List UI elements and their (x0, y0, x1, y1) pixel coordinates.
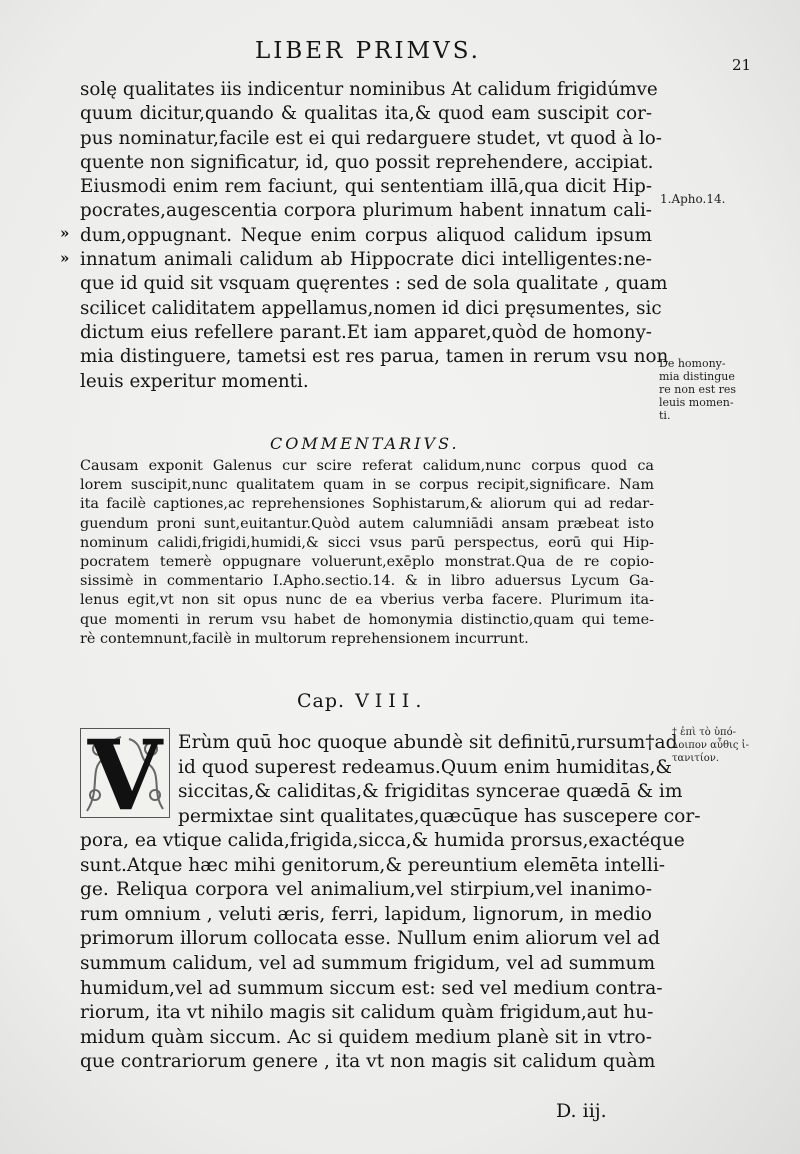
margin-note-line: leuis momen- (659, 396, 734, 409)
chapter-line: sunt.Atque hæc mihi genitorum,& pereuntium elemēta intelli- (80, 854, 666, 876)
quote-mark: » (60, 224, 70, 242)
margin-note-greek (672, 726, 767, 765)
main-text-block (80, 78, 669, 394)
page-number: 21 (732, 56, 752, 74)
commentary-line: sissimè in commentario I.Apho.sectio.14. & in libro aduersus Lycum Ga- (80, 573, 654, 590)
chapter-label: Cap. (297, 690, 346, 712)
commentary-line: que momenti in rerum vsu habet de homonymia distinctio,quam qui teme- (80, 611, 654, 628)
margin-note-line: τανιτίον. (672, 753, 720, 764)
chapter-line: que contrariorum genere , ita vt non magis sit calidum quàm (80, 1051, 656, 1073)
chapter-number: VIII. (355, 690, 428, 712)
margin-note-line: De homony- (659, 357, 726, 370)
chapter-line: primorum illorum collocata esse. Nullum enim aliorum vel ad (80, 928, 661, 950)
commentary-line: pocratem temerè oppugnare voluerunt,exēplo monstrat.Qua de re copio- (80, 553, 654, 570)
commentary-line: guendum proni sunt,euitantur.Quòd autem calumniādi ansam præbeat isto (80, 515, 654, 532)
chapter-line: midum quàm siccum. Ac si quidem medium planè sit in vtro- (80, 1026, 652, 1048)
text-line: quente non significatur, id, quo possit reprehendere, accipiat. (80, 151, 654, 173)
margin-note-line: λοιπον αὖθις ἰ- (672, 740, 749, 751)
chapter-line: Erùm quū hoc quoque abundè sit definitū,rursum†ad (178, 732, 678, 753)
chapter-line: humidum,vel ad summum siccum est: sed vel medium contra- (80, 977, 663, 999)
margin-note-homonymia (659, 357, 769, 422)
text-line: mia distinguere, tametsi est res parua, tamen in rerum vsu non (80, 346, 669, 368)
commentary-line: lorem suscipit,nunc qualitatem quam in se corpus recipit,significare. Nam (80, 477, 654, 494)
quote-mark: » (60, 249, 70, 267)
commentary-line: lenus egit,vt non sit opus nunc de ea vberius verba facere. Plurimum ita- (80, 592, 654, 609)
margin-note-line: ti. (659, 409, 671, 422)
margin-note-line: re non est res (659, 383, 737, 396)
text-line: innatum animali calidum ab Hippocrate dici intelligentes:ne- (80, 249, 652, 271)
text-line: leuis experitur momenti. (80, 370, 309, 392)
chapter-line: id quod superest redeamus.Quum enim humiditas,& (178, 756, 672, 778)
commentary-line: rè contemnunt,facilè in multorum reprehensionem incurrunt. (80, 630, 529, 647)
chapter-line: riorum, ita vt nihilo magis sit calidum quàm frigidum,aut hu- (80, 1002, 654, 1024)
commentary-title: COMMENTARIVS. (270, 434, 460, 453)
text-line: pocrates,augescentia corpora plurimum habent innatum cali- (80, 200, 652, 222)
text-line: pus nominatur,facile est ei qui redarguere studet, vt quod à lo- (80, 127, 662, 149)
margin-note-aphorism: 1.Apho.14. (660, 192, 726, 206)
chapter-line: pora, ea vtique calida,frigida,sicca,& humida prorsus,exactéque (80, 830, 685, 851)
chapter-line: ge. Reliqua corpora vel animalium,vel stirpium,vel inanimo- (80, 879, 652, 901)
running-title: LIBER PRIMVS. (255, 38, 481, 64)
text-line: dictum eius refellere parant.Et iam apparet,quòd de homony- (80, 321, 652, 343)
text-line: quum dicitur,quando & qualitas ita,& quod eam suscipit cor- (80, 103, 652, 125)
text-line: Eiusmodi enim rem faciunt, qui sententiam illā,qua dicit Hip- (80, 176, 652, 198)
chapter-line: siccitas,& caliditas,& frigiditas syncerae quædā & im (178, 781, 683, 803)
chapter-line: rum omnium , veluti æris, ferri, lapidum, lignorum, in medio (80, 903, 652, 925)
margin-note-line: † ἐπὶ τὸ ὑπό- (672, 727, 736, 738)
initial-letter: V (87, 728, 163, 818)
chapter-heading (297, 690, 427, 712)
text-line: scilicet caliditatem appellamus,nomen id dici pręsumentes, sic (80, 297, 662, 319)
decorated-initial (80, 728, 170, 818)
commentary-line: ita facilè captiones,ac reprehensiones Sophistarum,& aliorum qui ad redar- (80, 496, 654, 513)
chapter-line: permixtae sint qualitates,quæcūque has suscepere cor- (178, 805, 701, 827)
chapter-full-text (80, 829, 685, 1075)
text-line: que id quid sit vsquam quęrentes : sed de sola qualitate , quam (80, 273, 668, 295)
margin-note-line: mia distingue (659, 370, 735, 383)
commentary-line: nominum calidi,frigidi,humidi,& sicci vsus parū perspectus, eorū qui Hip- (80, 534, 654, 551)
chapter-line: summum calidum, vel ad summum frigidum, vel ad summum (80, 952, 656, 974)
text-line: solę qualitates iis indicentur nominibus At calidum frigidúmve (80, 79, 658, 100)
commentary-line: Causam exponit Galenus cur scire referat calidum,nunc corpus quod ca (80, 458, 654, 474)
text-line: dum,oppugnant. Neque enim corpus aliquod calidum ipsum (80, 224, 652, 246)
commentary-block (80, 457, 654, 649)
signature-mark: D. iij. (556, 1100, 607, 1122)
